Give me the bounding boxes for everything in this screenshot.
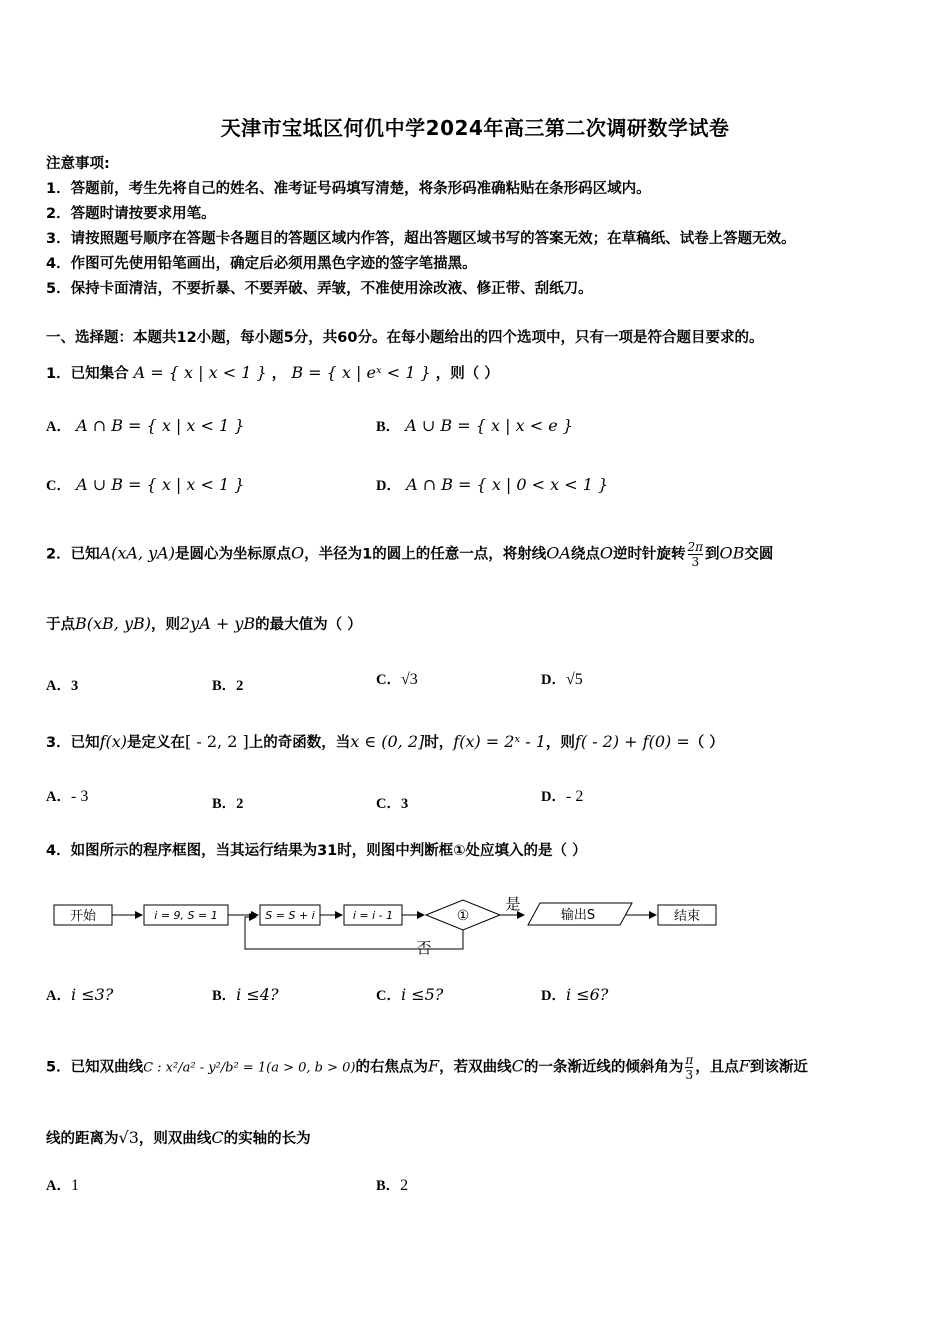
q1-option-c — [46, 474, 244, 495]
flowchart — [50, 893, 730, 963]
option-text: 2 — [400, 1177, 409, 1194]
q4-option-d — [541, 984, 608, 1005]
note-item: 4．作图可先使用铅笔画出，确定后必须用黑色字迹的签字笔描黑。 — [46, 256, 477, 272]
q3-option-d — [541, 785, 583, 806]
option-text: i ≤6? — [565, 985, 609, 1004]
q2-text: 2．已知 — [46, 546, 100, 563]
exam-title: 天津市宝坻区何仉中学2024年高三第二次调研数学试卷 — [220, 116, 730, 140]
option-label: C． — [376, 796, 401, 812]
question-4: 4．如图所示的程序框图，当其运行结果为31时，则图中判断框①处应填入的是（ ） — [46, 843, 587, 859]
q2-text: ，则 — [151, 617, 180, 633]
q5-equation: C : x²/a² - y²/b² = 1(a > 0, b > 0) — [143, 1060, 356, 1076]
q3-text: 上的奇函数，当 — [248, 735, 351, 751]
q3-text: 3．已知 — [46, 735, 100, 751]
q3-condition: x ∈ (0, 2] — [350, 732, 425, 751]
option-text: i ≤5? — [400, 985, 444, 1004]
note-item: 1．答题前，考生先将自己的姓名、准考证号码填写清楚，将条形码准确粘贴在条形码区域内。 — [46, 181, 651, 197]
q2-option-c — [376, 668, 418, 689]
q2-text: ，半径为1的圆上的任意一点，将射线 — [304, 546, 547, 563]
question-5-line-1 — [46, 1053, 808, 1082]
q2-text: 是圆心为坐标原点 — [174, 546, 291, 563]
option-label: A． — [46, 678, 71, 694]
option-text: 2 — [236, 678, 244, 694]
option-text: i ≤4? — [236, 985, 279, 1004]
q2-text: 交圆 — [744, 546, 774, 563]
option-text: 3 — [70, 678, 79, 694]
q5-curve: C — [511, 1056, 524, 1076]
q5-text: ，若双曲线 — [439, 1059, 512, 1076]
option-text: √5 — [565, 671, 583, 688]
flow-yes-label: 是 — [505, 895, 521, 913]
q2-ray-oa: OA — [546, 543, 571, 563]
q3-domain: [ - 2, 2 ] — [185, 732, 249, 751]
q5-distance: √3 — [118, 1128, 139, 1147]
q5-focus: F — [427, 1056, 440, 1076]
section-heading: 一、选择题：本题共12小题，每小题5分，共60分。在每小题给出的四个选项中，只有一项是符合题目要求的。 — [46, 330, 764, 346]
option-text: 3 — [400, 796, 409, 812]
note-item: 2．答题时请按要求用笔。 — [46, 206, 216, 222]
q2-option-d — [541, 668, 583, 689]
q5-text: 线的距离为 — [46, 1131, 119, 1147]
option-label: D． — [541, 988, 566, 1004]
q5-text: 5．已知双曲线 — [46, 1059, 144, 1076]
fraction-numerator: π — [685, 1053, 694, 1067]
q2-text: 于点 — [46, 617, 75, 633]
q2-origin: O — [599, 543, 613, 563]
q5-option-a — [46, 1174, 79, 1195]
option-label: C． — [376, 672, 401, 688]
q3-text: ，则 — [545, 735, 575, 751]
q1-comma: ， — [271, 366, 287, 382]
option-text: 1 — [70, 1177, 79, 1194]
q2-point-b: B(xB, yB) — [75, 614, 151, 633]
q2-text: 的最大值为（ ） — [255, 617, 362, 633]
q2-text: 绕点 — [570, 546, 600, 563]
q5-text: ，则双曲线 — [138, 1131, 212, 1147]
q5-focus: F — [738, 1056, 750, 1076]
q1-suffix: ，则（ ） — [435, 366, 499, 382]
option-label: D． — [541, 672, 566, 688]
q5-text: 的一条渐近线的倾斜角为 — [523, 1059, 684, 1076]
flow-output-label: 输出S — [560, 908, 596, 923]
option-text: - 2 — [565, 788, 584, 805]
note-item: 5．保持卡面清洁，不要折暴、不要弄破、弄皱，不准使用涂改液、修正带、刮纸刀。 — [46, 281, 593, 297]
flow-step2-label: i = i - 1 — [352, 909, 394, 922]
q1-prefix: 1．已知集合 — [46, 366, 129, 382]
q2-option-b — [212, 674, 243, 695]
q2-ray-ob: OB — [719, 543, 745, 563]
question-5-line-2 — [46, 1127, 311, 1148]
option-label: D． — [541, 789, 566, 805]
q4-option-b — [212, 984, 279, 1005]
option-text: A ∩ B = { x | 0 < x < 1 } — [406, 475, 609, 494]
flow-init-label: i = 9, S = 1 — [154, 909, 218, 922]
q2-expression: 2yA + yB — [180, 614, 256, 633]
fraction-denominator: 3 — [691, 555, 700, 569]
q4-option-c — [376, 984, 443, 1005]
option-label: A． — [46, 1178, 71, 1194]
q2-point-a: A(xA, yA) — [99, 543, 175, 563]
flow-no-label: 否 — [416, 939, 432, 957]
q5-text: ，且点 — [695, 1059, 739, 1076]
option-label: B． — [212, 678, 237, 694]
q3-function: f(x) — [99, 732, 128, 751]
q3-definition: f(x) = 2ˣ - 1 — [453, 732, 546, 751]
question-2-line-2 — [46, 613, 362, 634]
option-text: A ∪ B = { x | x < e } — [405, 416, 573, 435]
question-2-line-1 — [46, 540, 773, 569]
flow-end-label: 结束 — [673, 909, 701, 924]
flow-start-label: 开始 — [69, 909, 97, 924]
q3-option-a — [46, 785, 88, 806]
q5-curve: C — [211, 1128, 224, 1147]
q1-set-a: A = { x | x < 1 } — [133, 363, 267, 382]
flow-decision-label: ① — [456, 908, 470, 924]
option-label: B． — [376, 419, 401, 435]
q5-text: 的右焦点为 — [355, 1059, 428, 1076]
option-label: D． — [376, 478, 401, 494]
option-label: B． — [212, 988, 237, 1004]
question-3 — [46, 731, 724, 752]
q3-text: （ ） — [689, 735, 724, 751]
q1-option-b — [376, 415, 573, 436]
option-text: A ∩ B = { x | x < 1 } — [76, 416, 245, 435]
question-1 — [46, 362, 499, 383]
q4-option-a — [46, 984, 113, 1005]
q2-text: 逆时针旋转 — [613, 546, 686, 563]
q2-option-a — [46, 674, 78, 695]
q1-option-d — [376, 474, 608, 495]
q1-option-a — [46, 415, 244, 436]
option-text: 2 — [236, 796, 244, 812]
option-label: C． — [376, 988, 401, 1004]
q2-text: 到 — [705, 546, 720, 563]
notes-heading: 注意事项: — [46, 156, 110, 172]
q1-set-b: B = { x | eˣ < 1 } — [291, 363, 431, 382]
q3-option-c — [376, 792, 408, 813]
q5-text: 的实轴的长为 — [223, 1131, 311, 1147]
option-label: A． — [46, 988, 71, 1004]
flow-step1-label: S = S + i — [265, 909, 315, 922]
q5-option-b — [376, 1174, 408, 1195]
option-label: B． — [212, 796, 237, 812]
option-label: C． — [46, 478, 71, 494]
fraction-denominator: 3 — [685, 1068, 694, 1082]
option-label: B． — [376, 1178, 401, 1194]
note-item: 3．请按照题号顺序在答题卡各题目的答题区域内作答，超出答题区域书写的答案无效；在草稿纸、试卷上答题无效。 — [46, 231, 796, 247]
q3-text: 是定义在 — [127, 735, 186, 751]
option-text: - 3 — [70, 788, 89, 805]
option-label: A． — [46, 419, 71, 435]
option-text: √3 — [400, 671, 418, 688]
option-text: i ≤3? — [70, 985, 114, 1004]
q5-angle-fraction — [685, 1053, 693, 1082]
q5-text: 到该渐近 — [749, 1059, 808, 1076]
fraction-numerator: 2π — [687, 540, 704, 554]
option-text: A ∪ B = { x | x < 1 } — [76, 475, 245, 494]
q2-origin: O — [290, 543, 305, 563]
q3-text: 时， — [424, 735, 454, 751]
q3-expression: f( - 2) + f(0) = — [574, 732, 690, 751]
option-label: A． — [46, 789, 71, 805]
q2-angle-fraction — [688, 540, 704, 569]
q3-option-b — [212, 792, 243, 813]
